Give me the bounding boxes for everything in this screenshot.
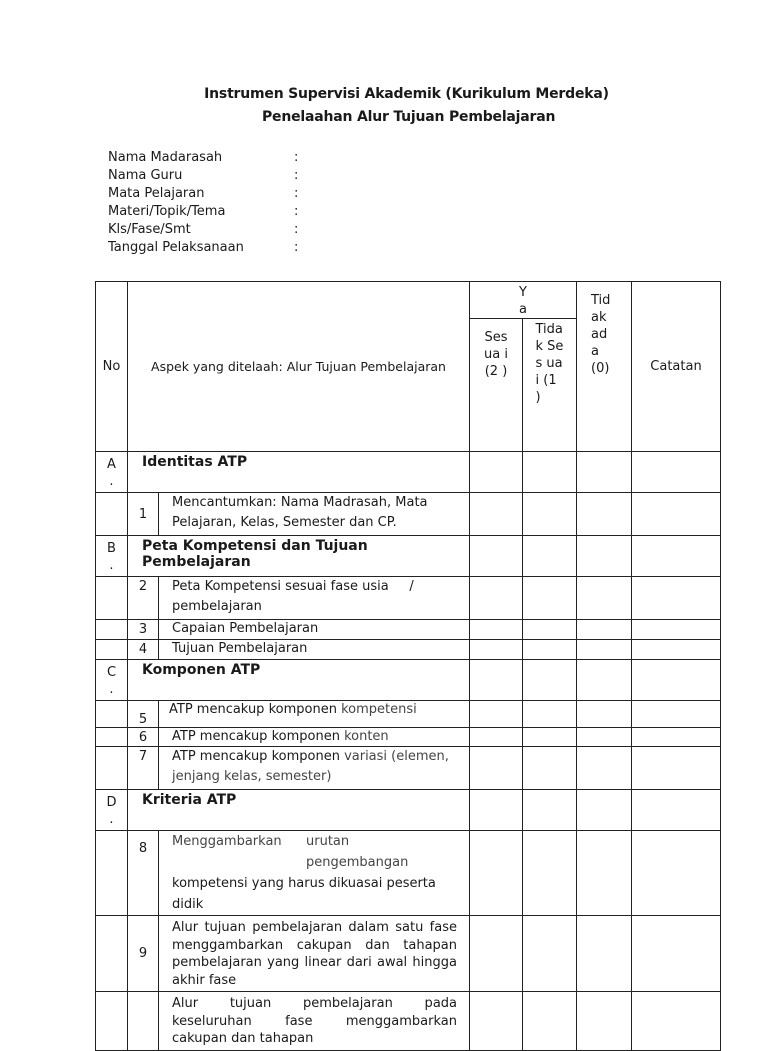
document-subtitle-text: Penelaahan Alur Tujuan Pembelajaran [262,109,556,125]
field-materi-topik-tema [108,204,328,222]
field-colon: : [294,240,299,255]
table-row-item-4 [96,640,721,660]
item-number: 5 [128,701,159,728]
empty-cell [96,577,128,620]
header-no: No [96,282,128,452]
item-text: Alur tujuan pembelajaran pada keseluruhan fase menggambarkan cakupan dan tahapan [159,992,470,1051]
cell-sesuai[interactable] [470,728,523,747]
cell-tidak-sesuai[interactable] [523,728,577,747]
cell-tidak-ada[interactable] [577,640,632,660]
cell-tidak-sesuai[interactable] [523,992,577,1051]
item-text: Alur tujuan pembelajaran dalam satu fase menggambarkan cakupan dan tahapan pembelajaran yang linear dari awal hingga akhir fase [159,916,470,992]
empty-cell [96,831,128,916]
item-text-suffix: konten [344,729,389,744]
cell-tidak-sesuai[interactable] [523,452,577,493]
item-text-suffix: kompetensi [341,702,417,717]
empty-cell [96,728,128,747]
section-title: Kriteria ATP [128,790,470,831]
cell-tidak-sesuai[interactable] [523,701,577,728]
field-nama-guru [108,168,328,186]
cell-tidak-ada[interactable] [577,493,632,536]
item-number: 3 [128,620,159,640]
table-row-item-1 [96,493,721,536]
cell-tidak-ada[interactable] [577,790,632,831]
cell-tidak-ada[interactable] [577,536,632,577]
cell-tidak-ada[interactable] [577,728,632,747]
cell-tidak-sesuai[interactable] [523,916,577,992]
empty-cell [96,992,128,1051]
item-text [159,831,470,916]
section-letter [96,790,128,831]
field-colon: : [294,204,299,219]
section-letter-text: D . [106,795,117,827]
item-text: Capaian Pembelajaran [159,620,470,640]
field-label: Tanggal Pelaksanaan [108,240,244,255]
cell-catatan[interactable] [632,790,721,831]
item-number: 2 [128,577,159,620]
section-title: Komponen ATP [128,660,470,701]
cell-catatan[interactable] [632,640,721,660]
item-text-main: ATP mencakup komponen [172,729,345,744]
cell-tidak-sesuai[interactable] [523,493,577,536]
cell-sesuai[interactable] [470,620,523,640]
cell-sesuai[interactable] [470,493,523,536]
section-row-a [96,452,721,493]
empty-cell [96,747,128,790]
cell-sesuai[interactable] [470,916,523,992]
cell-catatan[interactable] [632,577,721,620]
item-number [128,992,159,1051]
table-row-item-6 [96,728,721,747]
cell-catatan[interactable] [632,701,721,728]
field-kls-fase-smt [108,222,328,240]
field-label: Nama Guru [108,168,183,183]
table-row-item-5 [96,701,721,728]
field-tanggal-pelaksanaan [108,240,328,258]
cell-tidak-sesuai[interactable] [523,747,577,790]
item-number: 4 [128,640,159,660]
table-row-item-9 [96,916,721,992]
header-sesuai [470,319,523,452]
item-number: 7 [128,747,159,790]
cell-sesuai[interactable] [470,452,523,493]
item-text-main: ATP mencakup komponen [172,749,345,764]
item-text-a: Menggambarkan [172,834,282,849]
cell-tidak-sesuai[interactable] [523,831,577,916]
item-text: Tujuan Pembelajaran [159,640,470,660]
cell-tidak-sesuai[interactable] [523,790,577,831]
item-number: 1 [128,493,159,536]
section-letter [96,452,128,493]
cell-tidak-sesuai[interactable] [523,640,577,660]
empty-cell [96,640,128,660]
table-header-row [96,282,721,319]
cell-tidak-ada[interactable] [577,620,632,640]
cell-tidak-ada[interactable] [577,701,632,728]
cell-tidak-ada[interactable] [577,831,632,916]
field-label: Kls/Fase/Smt [108,222,191,237]
section-row-d [96,790,721,831]
item-text: Mencantumkan: Nama Madrasah, Mata Pelajaran, Kelas, Semester dan CP. [159,493,470,536]
item-number: 9 [128,916,159,992]
cell-tidak-ada[interactable] [577,992,632,1051]
item-text-c: pengembangan [306,855,409,870]
cell-catatan[interactable] [632,992,721,1051]
section-letter [96,536,128,577]
field-colon: : [294,186,299,201]
field-colon: : [294,150,299,165]
field-mata-pelajaran [108,186,328,204]
section-title: Identitas ATP [128,452,470,493]
cell-catatan[interactable] [632,536,721,577]
cell-catatan[interactable] [632,916,721,992]
cell-tidak-ada[interactable] [577,916,632,992]
header-sesuai-text: Ses ua i (2 ) [484,330,508,379]
table-row-item-2 [96,577,721,620]
cell-tidak-ada[interactable] [577,747,632,790]
cell-tidak-ada[interactable] [577,577,632,620]
identity-fields [108,150,328,258]
cell-sesuai[interactable] [470,831,523,916]
item-text-line [172,852,463,873]
item-text-line: pembelajaran [172,599,262,614]
cell-catatan[interactable] [632,728,721,747]
cell-catatan[interactable] [632,493,721,536]
item-text [159,577,470,620]
cell-catatan[interactable] [632,620,721,640]
section-row-b [96,536,721,577]
cell-sesuai[interactable] [470,660,523,701]
field-label: Materi/Topik/Tema [108,204,226,219]
item-number: 6 [128,728,159,747]
cell-tidak-ada[interactable] [577,452,632,493]
section-letter [96,660,128,701]
table-row-item-10 [96,992,721,1051]
cell-tidak-sesuai[interactable] [523,660,577,701]
cell-sesuai[interactable] [470,790,523,831]
item-text [159,728,470,747]
section-letter-text: C . [106,665,117,697]
table-row-item-7 [96,747,721,790]
item-text-d: kompetensi yang harus dikuasai peserta didik [172,876,436,912]
cell-sesuai[interactable] [470,640,523,660]
cell-sesuai[interactable] [470,701,523,728]
header-aspek: Aspek yang ditelaah: Alur Tujuan Pembelajaran [128,282,470,452]
cell-catatan[interactable] [632,660,721,701]
item-number: 8 [128,831,159,916]
item-text [159,747,470,790]
cell-sesuai[interactable] [470,747,523,790]
cell-sesuai[interactable] [470,536,523,577]
cell-tidak-ada[interactable] [577,660,632,701]
header-ya [470,282,577,319]
empty-cell [96,916,128,992]
item-text-main: ATP mencakup komponen [169,702,342,717]
header-tidak-sesuai-text: Tida k Ses ua i (1 ) [535,322,564,405]
document-title: Instrumen Supervisi Akademik (Kurikulum Merdeka) [204,86,609,102]
field-colon: : [294,222,299,237]
item-text [159,701,470,728]
cell-sesuai[interactable] [470,992,523,1051]
cell-sesuai[interactable] [470,577,523,620]
field-label: Nama Madarasah [108,150,223,165]
item-text-b: urutan [306,834,350,849]
supervision-table [95,281,721,1051]
section-row-c [96,660,721,701]
field-nama-madarasah [108,150,328,168]
item-text-suffix: variasi (elemen, jenjang kelas, semester) [172,749,449,784]
section-title: Peta Kompetensi dan Tujuan Pembelajaran [128,536,470,577]
header-ya-text: Y a [519,285,527,317]
cell-tidak-sesuai[interactable] [523,620,577,640]
cell-catatan[interactable] [632,747,721,790]
cell-catatan[interactable] [632,831,721,916]
item-text-line [172,831,463,852]
header-tidak-sesuai [523,319,577,452]
cell-tidak-sesuai[interactable] [523,536,577,577]
cell-tidak-sesuai[interactable] [523,577,577,620]
field-label: Mata Pelajaran [108,186,205,201]
field-colon: : [294,168,299,183]
header-catatan: Catatan [632,282,721,452]
header-tidak-ada [577,282,632,452]
item-text-line: Peta Kompetensi sesuai fase usia / [172,579,414,594]
empty-cell [96,701,128,728]
table-row-item-8 [96,831,721,916]
empty-cell [96,620,128,640]
section-letter-text: B . [107,541,116,573]
table-row-item-3 [96,620,721,640]
empty-cell [96,493,128,536]
cell-catatan[interactable] [632,452,721,493]
section-letter-text: A . [107,457,116,489]
header-tidak-ada-text: Tid ak ad a (0) [591,293,611,376]
